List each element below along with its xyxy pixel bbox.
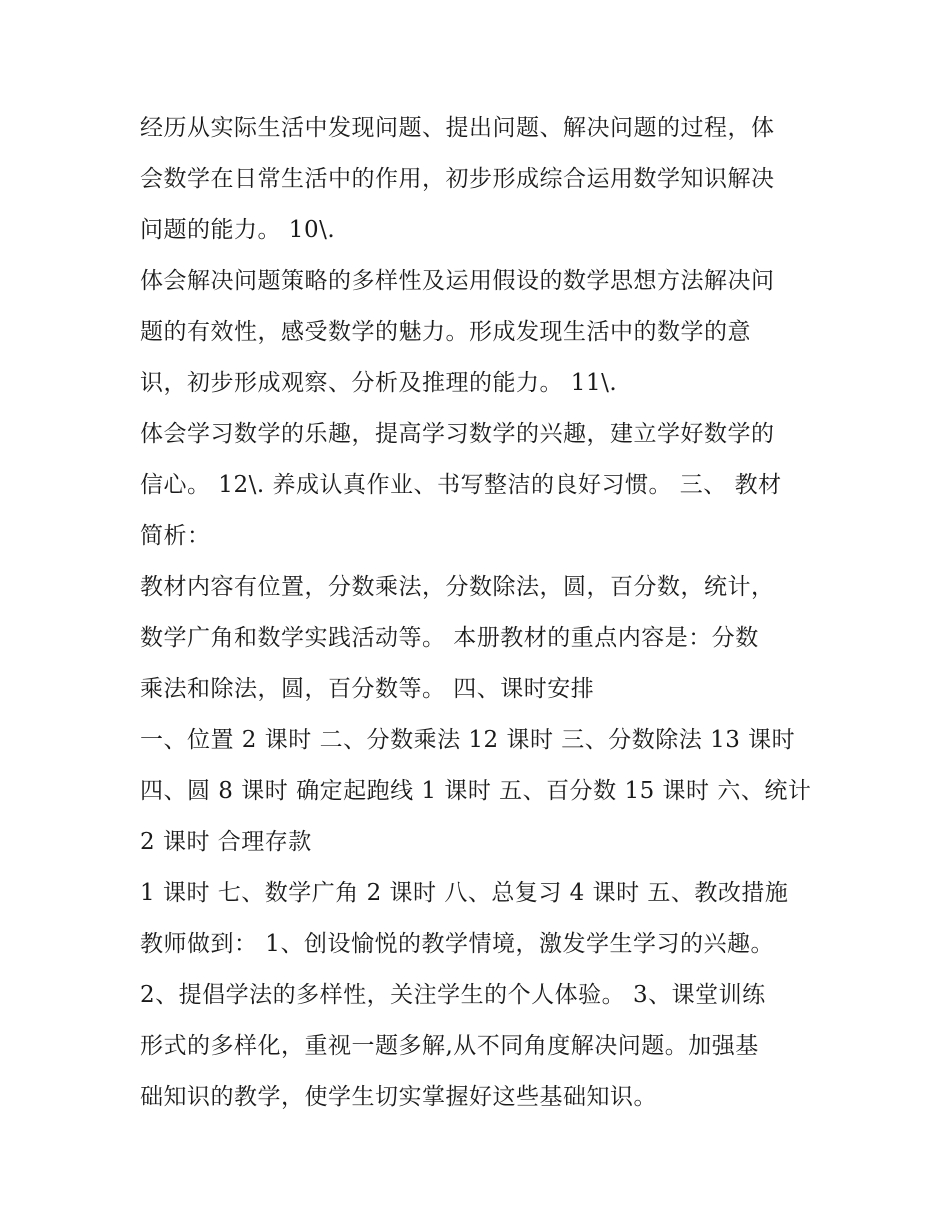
text-line-17: 教师做到： 1、创设愉悦的教学情境，激发学生学习的兴趣。 <box>140 931 774 957</box>
text-line-18: 2、提倡学法的多样性，关注学生的个人体验。 3、课堂训练 <box>140 982 766 1008</box>
text-line-10: 教材内容有位置，分数乘法，分数除法，圆，百分数，统计， <box>140 574 775 600</box>
text-line-13: 一、位置 2 课时 二、分数乘法 12 课时 三、分数除法 13 课时 <box>140 727 796 753</box>
text-line-5: 题的有效性，感受数学的魅力。形成发现生活中的数学的意 <box>140 319 751 345</box>
text-line-1: 经历从实际生活中发现问题、提出问题、解决问题的过程，体 <box>140 115 775 141</box>
text-line-2: 会数学在日常生活中的作用，初步形成综合运用数学知识解决 <box>140 166 775 192</box>
text-line-7: 体会学习数学的乐趣，提高学习数学的兴趣，建立学好数学的 <box>140 421 775 447</box>
text-line-9: 简析： <box>140 523 211 549</box>
text-line-16: 1 课时 七、数学广角 2 课时 八、总复习 4 课时 五、教改措施 <box>140 880 789 906</box>
document-body <box>140 103 830 1123</box>
text-line-4: 体会解决问题策略的多样性及运用假设的数学思想方法解决问 <box>140 268 775 294</box>
text-line-20: 础知识的教学，使学生切实掌握好这些基础知识。 <box>140 1084 657 1110</box>
text-line-8: 信心。 12\. 养成认真作业、书写整洁的良好习惯。 三、 教材 <box>140 472 782 498</box>
text-line-12: 乘法和除法，圆，百分数等。 四、课时安排 <box>140 676 595 702</box>
text-line-11: 数学广角和数学实践活动等。 本册教材的重点内容是：分数 <box>140 625 759 651</box>
text-line-14: 四、圆 8 课时 确定起跑线 1 课时 五、百分数 15 课时 六、统计 <box>140 778 812 804</box>
text-line-3: 问题的能力。 10\. <box>140 217 336 243</box>
text-line-15: 2 课时 合理存款 <box>140 829 312 855</box>
text-line-6: 识，初步形成观察、分析及推理的能力。 11\. <box>140 370 618 396</box>
text-line-19: 形式的多样化，重视一题多解,从不同角度解决问题。加强基 <box>140 1033 759 1059</box>
